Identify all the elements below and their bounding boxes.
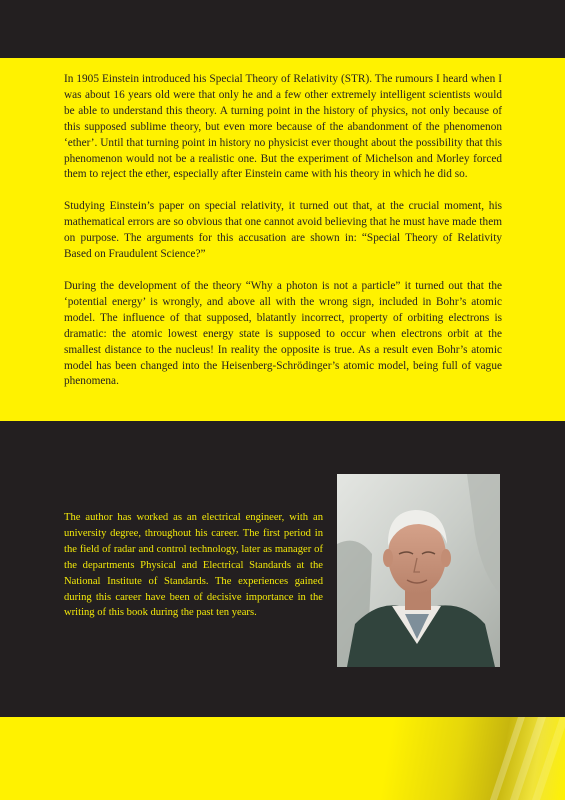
bottom-yellow-band bbox=[0, 717, 565, 800]
paragraph-3: During the development of the theory “Why a photon is not a particle” it turned out that the ‘potential energy’ is wrongly, and above all with the wrong sign, included in Bohr’s atomic model. The influence of that supposed, blatantly incorrect, property of orbiting electrons is dramatic: the atomic lowest energy state is supposed to occur when electrons orbit at the smallest distance to the nucleus! In reality the opposite is true. As a result even Bohr’s atomic model has been changed into the Heisenberg-Schrödinger’s atomic model, being full of vague phenomena. bbox=[64, 279, 502, 388]
author-photo bbox=[337, 474, 500, 667]
paragraph-2: Studying Einstein’s paper on special relativity, it turned out that, at the crucial moment, his mathematical errors are so obvious that one cannot avoid believing that he must have made them on purpose. The arguments for this accusation are shown in: “Special Theory of Relativity Based on Fraudulent Science?” bbox=[64, 200, 502, 261]
description-panel bbox=[0, 58, 565, 421]
paragraph-1: In 1905 Einstein introduced his Special Theory of Relativity (STR). The rumours I heard when I was about 16 years old were that only he and a few other extremely intelligent scientists would be able to understand this theory. A turning point in the history of physics, not only because of this supposed sublime theory, but even more because of the abandonment of the phenomenon ‘ether’. Until that turning point in history no physicist ever thought about the possibility that this phenomenon would not be a realistic one. But the experiment of Michelson and Morley forced them to reject the ether, especially after Einstein came with his theory in which he did so. bbox=[64, 73, 502, 181]
author-portrait-image bbox=[337, 474, 500, 667]
author-bio: The author has worked as an electrical engineer, with an university degree, throughout his career. The first period in the field of radar and control technology, later as manager of the departments Physical and Electrical Standards at the National Institute of Standards. The experiences gained during this career have been of decisive importance in the writing of this book during the past ten years. bbox=[64, 512, 323, 619]
top-dark-band bbox=[0, 0, 565, 58]
author-panel bbox=[0, 421, 565, 717]
description-text bbox=[64, 72, 502, 406]
decorative-stripes bbox=[470, 717, 565, 800]
